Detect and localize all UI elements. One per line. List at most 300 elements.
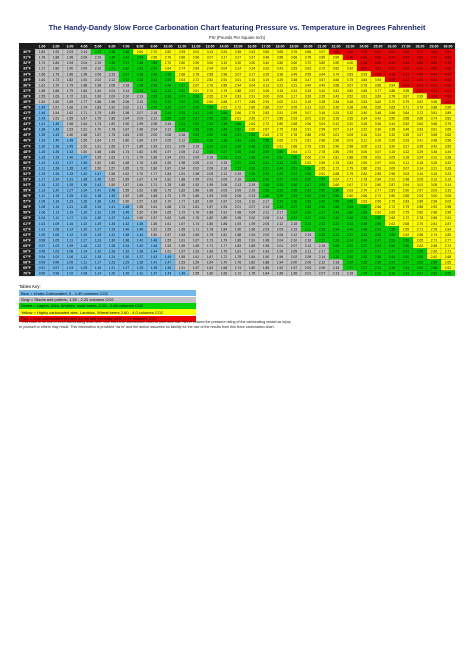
volume-cell-value: 1.40	[136, 243, 144, 248]
volume-cell-value: 1.58	[38, 88, 46, 93]
volume-cell-value: 1.33	[38, 138, 46, 143]
volume-cell-value: 1.76	[94, 116, 102, 121]
volume-cell-value: 1.90	[150, 149, 158, 154]
volume-cell-value: 1.43	[164, 271, 172, 276]
volume-cell-value: 1.45	[66, 144, 74, 149]
volume-cell-value: 3.02	[192, 50, 200, 55]
volume-cell-value: 2.06	[220, 183, 228, 188]
volume-cell-value: 2.16	[206, 155, 214, 160]
volume-cell-value: 1.87	[206, 205, 214, 210]
volume-cell-value: 1.67	[206, 254, 214, 259]
temp-row-label: 33°F	[23, 66, 31, 71]
volume-cell-value: 1.23	[94, 238, 102, 243]
volume-cell-value: 1.11	[80, 260, 88, 265]
volume-cell-value: 2.96	[332, 138, 340, 143]
volume-cell-value: 3.10	[220, 61, 228, 66]
volume-cell-value: 2.88	[234, 88, 242, 93]
volume-cell-value: 2.12	[276, 221, 284, 226]
volume-cell-value: 2.83	[290, 127, 298, 132]
volume-cell-value: 1.50	[122, 199, 130, 204]
volume-cell-value: 2.15	[136, 99, 144, 104]
volume-cell-value: 1.37	[66, 160, 74, 165]
volume-cell-value: 2.52	[178, 88, 186, 93]
volume-cell-value: 2.07	[136, 111, 144, 116]
volume-cell-value: 2.47	[178, 94, 186, 99]
volume-cell-value: 3.61	[360, 94, 368, 99]
volume-cell-value: 3.23	[444, 171, 452, 176]
volume-cell-value: 1.77	[80, 99, 88, 104]
volume-cell-value: 2.17	[262, 199, 270, 204]
volume-cell-value: 1.46	[52, 127, 60, 132]
volume-cell-value: 3.74	[332, 72, 340, 77]
volume-cell-value: 3.16	[402, 155, 410, 160]
volume-cell-value: 3.07	[206, 55, 214, 60]
volume-cell-value: 2.36	[206, 127, 214, 132]
volume-cell-value: 1.20	[52, 188, 60, 193]
volume-cell-value: 1.65	[122, 166, 130, 171]
volume-cell-value: 3.82	[444, 116, 452, 121]
volume-cell-value: 2.09	[80, 55, 88, 60]
volume-cell-value: 1.50	[66, 133, 74, 138]
volume-cell-value: 1.03	[38, 221, 46, 226]
volume-cell-value: 2.16	[234, 177, 242, 182]
temp-row-label: 35°F	[23, 77, 31, 82]
volume-cell-value: 1.20	[94, 249, 102, 254]
volume-cell-value: 3.02	[276, 99, 284, 104]
volume-cell-value: 1.61	[38, 83, 46, 88]
volume-cell-value: 3.52	[346, 94, 354, 99]
volume-cell-value: 1.71	[122, 155, 130, 160]
volume-cell-value: 3.76	[444, 122, 452, 127]
volume-cell-value: 1.11	[38, 194, 46, 199]
volume-cell-value: 1.24	[52, 177, 60, 182]
volume-cell-value: 1.12	[80, 254, 88, 259]
volume-cell-value: 4.31	[402, 66, 410, 71]
volume-cell-value: 2.40	[346, 227, 354, 232]
temp-row-label: 41°F	[23, 111, 31, 116]
volume-cell-value: 2.40	[360, 238, 368, 243]
psi-header-label: 3.00	[66, 44, 74, 49]
volume-cell-value: 3.31	[430, 155, 438, 160]
volume-cell-value: 2.36	[290, 188, 298, 193]
psi-header-label: 19.00	[289, 44, 299, 49]
volume-cell-value: 1.63	[178, 232, 186, 237]
volume-cell-value: 1.92	[136, 133, 144, 138]
volume-cell-value: 1.83	[192, 199, 200, 204]
volume-cell-value: 1.28	[108, 243, 116, 248]
volume-cell-value: 1.91	[248, 238, 256, 243]
volume-cell-value: 3.54	[262, 50, 270, 55]
volume-cell-value: 3.68	[360, 88, 368, 93]
temp-row-label: 37°F	[23, 88, 31, 93]
volume-cell-value: 2.09	[276, 227, 284, 232]
volume-cell-value: 2.97	[416, 188, 424, 193]
volume-cell-value: 1.40	[80, 171, 88, 176]
volume-cell-value: 2.42	[248, 149, 256, 154]
volume-cell-value: 2.61	[234, 116, 242, 121]
psi-header-label: 1.00	[38, 44, 46, 49]
volume-cell-value: 2.64	[248, 122, 256, 127]
volume-cell-value: 2.41	[388, 260, 396, 265]
volume-cell-value: 1.69	[206, 249, 214, 254]
volume-cell-value: 3.10	[318, 116, 326, 121]
volume-cell-value: 1.61	[178, 238, 186, 243]
volume-cell-value: 2.43	[234, 138, 242, 143]
volume-cell-value: 2.25	[332, 243, 340, 248]
volume-cell-value: 1.48	[136, 221, 144, 226]
volume-cell-value: 1.57	[178, 249, 186, 254]
volume-cell-value: 1.50	[108, 183, 116, 188]
volume-cell-value: 2.72	[192, 77, 200, 82]
volume-cell-value: 2.08	[108, 83, 116, 88]
volume-cell-value: 2.81	[430, 221, 438, 226]
volume-cell-value: 3.99	[332, 55, 340, 60]
volume-cell-value: 3.11	[360, 138, 368, 143]
psi-header-label: 25.00	[373, 44, 383, 49]
volume-cell-value: 2.70	[360, 188, 368, 193]
volume-cell-value: 2.63	[346, 188, 354, 193]
volume-cell-value: 4.30	[416, 72, 424, 77]
volume-cell-value: 2.70	[206, 88, 214, 93]
volume-cell-value: 2.79	[402, 205, 410, 210]
volume-cell-value: 1.98	[94, 83, 102, 88]
volume-cell-value: 1.41	[150, 260, 158, 265]
volume-cell-value: 1.02	[66, 271, 74, 276]
volume-cell-value: 2.87	[444, 221, 452, 226]
volume-cell-value: 1.94	[122, 116, 130, 121]
temp-row-label: 45°F	[23, 133, 31, 138]
temp-row-label: 51°F	[23, 166, 31, 171]
volume-cell-value: 2.43	[150, 77, 158, 82]
temp-row-label: 67°F	[23, 254, 31, 259]
volume-cell-value: 2.40	[318, 205, 326, 210]
volume-cell-value: 2.30	[262, 177, 270, 182]
volume-cell-value: 2.68	[332, 171, 340, 176]
volume-cell-value: 2.68	[220, 99, 228, 104]
volume-cell-value: 3.03	[430, 188, 438, 193]
volume-cell-value: 2.18	[346, 271, 354, 276]
volume-cell-value: 3.35	[234, 50, 242, 55]
volume-cell-value: 1.38	[94, 194, 102, 199]
volume-cell-value: 1.62	[206, 266, 214, 271]
volume-cell-value: 4.08	[332, 50, 340, 55]
volume-cell-value: 2.51	[290, 166, 298, 171]
volume-cell-value: 2.64	[332, 177, 340, 182]
volume-cell-value: 2.83	[402, 199, 410, 204]
volume-cell-value: 1.99	[206, 183, 214, 188]
volume-cell-value: 2.24	[346, 260, 354, 265]
volume-cell-value: 1.59	[136, 194, 144, 199]
volume-cell-value: 2.65	[276, 138, 284, 143]
volume-cell-value: 1.72	[108, 138, 116, 143]
volume-cell-value: 3.10	[416, 171, 424, 176]
volume-cell-value: 1.50	[136, 216, 144, 221]
volume-cell-value: 2.80	[178, 61, 186, 66]
volume-cell-value: 2.30	[304, 210, 312, 215]
volume-cell-value: 3.22	[402, 149, 410, 154]
volume-cell-value: 1.42	[136, 238, 144, 243]
volume-cell-value: 1.65	[178, 227, 186, 232]
volume-cell-value: 3.40	[360, 111, 368, 116]
volume-cell-value: 2.58	[262, 138, 270, 143]
volume-cell-value: 2.88	[318, 138, 326, 143]
temp-row-label: 53°F	[23, 177, 31, 182]
volume-cell-value: 1.66	[150, 194, 158, 199]
volume-cell-value: 3.16	[360, 133, 368, 138]
volume-cell-value: 1.97	[290, 266, 298, 271]
psi-header-label: 26.00	[387, 44, 397, 49]
volume-cell-value: 2.13	[332, 271, 340, 276]
volume-cell-value: 2.74	[360, 183, 368, 188]
volume-cell-value: 1.76	[192, 216, 200, 221]
volume-cell-value: 1.00	[38, 232, 46, 237]
volume-cell-value: 3.38	[388, 127, 396, 132]
psi-header-label: 10.00	[163, 44, 173, 49]
volume-cell-value: 2.14	[318, 254, 326, 259]
volume-cell-value: 3.29	[416, 149, 424, 154]
volume-cell-value: 3.75	[346, 77, 354, 82]
volume-cell-value: 1.38	[80, 177, 88, 182]
volume-cell-value: 3.01	[304, 116, 312, 121]
volume-cell-value: 2.12	[206, 160, 214, 165]
volume-cell-value: 3.00	[388, 166, 396, 171]
volume-cell-value: 3.03	[402, 171, 410, 176]
volume-cell-value: 1.35	[38, 133, 46, 138]
volume-cell-value: 1.75	[220, 249, 228, 254]
volume-cell-value: 2.88	[206, 72, 214, 77]
volume-cell-value: 2.40	[304, 194, 312, 199]
volume-cell-value: 1.81	[220, 232, 228, 237]
volume-cell-value: 1.78	[108, 127, 116, 132]
volume-cell-value: 2.25	[318, 232, 326, 237]
volume-cell-value: 2.02	[192, 166, 200, 171]
volume-cell-value: 2.20	[164, 116, 172, 121]
volume-cell-value: 2.69	[388, 210, 396, 215]
volume-cell-value: 1.71	[150, 183, 158, 188]
volume-cell-value: 2.78	[192, 72, 200, 77]
volume-cell-value: 3.46	[360, 105, 368, 110]
volume-cell-value: 2.30	[276, 188, 284, 193]
volume-cell-value: 2.01	[234, 205, 242, 210]
volume-cell-value: 1.90	[94, 94, 102, 99]
volume-cell-value: 4.40	[402, 61, 410, 66]
volume-cell-value: 1.52	[136, 210, 144, 215]
volume-cell-value: 2.03	[136, 116, 144, 121]
volume-cell-value: 2.24	[304, 221, 312, 226]
volume-cell-value: 2.03	[304, 266, 312, 271]
volume-cell-value: 4.02	[374, 72, 382, 77]
volume-cell-value: 2.12	[108, 77, 116, 82]
volume-cell-value: 3.27	[234, 55, 242, 60]
volume-cell-value: 1.44	[150, 249, 158, 254]
volume-cell-value: 4.31	[430, 77, 438, 82]
volume-cell-value: 3.00	[360, 149, 368, 154]
volume-cell-value: 2.45	[262, 155, 270, 160]
volume-cell-value: 1.27	[94, 227, 102, 232]
volume-cell-value: 1.52	[38, 99, 46, 104]
volume-cell-value: 1.96	[136, 127, 144, 132]
volume-cell-value: 2.34	[318, 216, 326, 221]
volume-cell-value: 2.85	[220, 83, 228, 88]
volume-cell-value: 2.08	[304, 254, 312, 259]
volume-cell-value: 2.98	[220, 72, 228, 77]
volume-cell-value: 2.31	[332, 232, 340, 237]
volume-cell-value: 1.14	[66, 227, 74, 232]
volume-cell-value: 1.92	[52, 50, 60, 55]
volume-cell-value: 3.93	[360, 72, 368, 77]
volume-cell-value: 3.14	[346, 127, 354, 132]
volume-cell-value: 1.94	[178, 166, 186, 171]
volume-cell-value: 4.12	[402, 77, 410, 82]
volume-cell-value: 4.49	[444, 72, 452, 77]
volume-cell-value: 2.95	[360, 155, 368, 160]
volume-cell-value: 1.77	[150, 171, 158, 176]
volume-cell-value: 2.24	[136, 88, 144, 93]
volume-cell-value: 3.53	[360, 99, 368, 104]
volume-cell-value: 3.00	[430, 194, 438, 199]
disclaimer-line-1: * This chart is for use in force carbonating draft beer. Use this force carbonation chart at your own risk. Never exceed the pressure rating of the carbonating vessel as injury	[19, 320, 291, 324]
temp-row-label: 47°F	[23, 144, 31, 149]
volume-cell-value: 3.30	[374, 127, 382, 132]
volume-cell-value: 2.62	[374, 210, 382, 215]
volume-cell-value: 4.62	[402, 50, 410, 55]
volume-cell-value: 1.59	[164, 227, 172, 232]
volume-cell-value: 3.95	[416, 94, 424, 99]
volume-cell-value: 2.26	[346, 254, 354, 259]
volume-cell-value: 1.67	[136, 177, 144, 182]
volume-cell-value: 1.68	[164, 205, 172, 210]
volume-cell-value: 2.18	[122, 83, 130, 88]
volume-cell-value: 2.28	[332, 238, 340, 243]
volume-cell-value: 3.66	[416, 116, 424, 121]
header-corner	[19, 43, 35, 49]
volume-cell-value: 3.50	[388, 116, 396, 121]
volume-cell-value: 2.33	[262, 171, 270, 176]
volume-cell-value: 2.20	[276, 205, 284, 210]
volume-cell-value: 1.11	[66, 238, 74, 243]
volume-cell-value: 2.53	[360, 216, 368, 221]
volume-cell-value: 3.22	[318, 105, 326, 110]
volume-cell-value: 1.55	[122, 188, 130, 193]
volume-cell-value: 2.86	[178, 55, 186, 60]
volume-cell-value: 3.32	[444, 160, 452, 165]
volume-cell-value: 1.81	[164, 177, 172, 182]
volume-cell-value: 2.90	[332, 144, 340, 149]
volume-cell-value: 1.32	[80, 194, 88, 199]
volume-cell-value: 3.34	[360, 116, 368, 121]
volume-cell-value: 2.43	[304, 188, 312, 193]
volume-cell-value: 1.02	[52, 249, 60, 254]
volume-cell-value: 2.83	[318, 144, 326, 149]
psi-header-label: 28.00	[415, 44, 425, 49]
volume-cell-value: 1.49	[38, 105, 46, 110]
volume-cell-value: 1.57	[164, 232, 172, 237]
volume-cell-value: 1.21	[38, 166, 46, 171]
volume-cell-value: 1.84	[52, 61, 60, 66]
volume-cell-value: 3.97	[318, 50, 326, 55]
volume-cell-value: 1.72	[178, 210, 186, 215]
volume-cell-value: 1.67	[192, 238, 200, 243]
volume-cell-value: 2.15	[94, 61, 102, 66]
volume-cell-value: 1.86	[66, 72, 74, 77]
volume-cell-value: 1.37	[136, 254, 144, 259]
volume-cell-value: 4.50	[430, 66, 438, 71]
volume-cell-value: 1.06	[66, 254, 74, 259]
volume-cell-value: 1.91	[178, 171, 186, 176]
volume-cell-value: 1.24	[80, 216, 88, 221]
volume-cell-value: 3.01	[416, 183, 424, 188]
volume-cell-value: 0.97	[52, 266, 60, 271]
volume-cell-value: 2.16	[304, 238, 312, 243]
volume-cell-value: 3.65	[276, 50, 284, 55]
volume-cell-value: 3.24	[220, 50, 228, 55]
volume-cell-value: 2.23	[332, 249, 340, 254]
volume-cell-value: 2.93	[416, 194, 424, 199]
volume-cell-value: 2.91	[388, 177, 396, 182]
volume-cell-value: 2.18	[332, 260, 340, 265]
volume-cell-value: 1.64	[136, 183, 144, 188]
volume-cell-value: 4.02	[360, 66, 368, 71]
volume-cell-value: 1.17	[80, 238, 88, 243]
temp-row-label: 50°F	[23, 160, 31, 165]
volume-cell-value: 1.71	[192, 227, 200, 232]
volume-cell-value: 2.24	[360, 271, 368, 276]
volume-cell-value: 4.10	[346, 55, 354, 60]
volume-cell-value: 1.78	[234, 254, 242, 259]
volume-cell-value: 2.20	[262, 194, 270, 199]
volume-cell-value: 2.00	[262, 232, 270, 237]
volume-cell-value: 2.59	[388, 227, 396, 232]
volume-cell-value: 1.70	[220, 260, 228, 265]
temp-row-label: 64°F	[23, 238, 31, 243]
volume-cell-value: 2.47	[416, 271, 424, 276]
volume-cell-value: 2.78	[360, 177, 368, 182]
volume-cell-value: 1.62	[136, 188, 144, 193]
volume-cell-value: 1.32	[122, 249, 130, 254]
volume-cell-value: 3.27	[402, 144, 410, 149]
volume-cell-value: 2.02	[248, 216, 256, 221]
volume-cell-value: 1.98	[262, 238, 270, 243]
volume-cell-value: 2.09	[178, 144, 186, 149]
volume-cell-value: 4.40	[374, 50, 382, 55]
volume-cell-value: 4.18	[346, 50, 354, 55]
volume-cell-value: 1.66	[108, 149, 116, 154]
volume-cell-value: 3.47	[416, 133, 424, 138]
volume-cell-value: 2.32	[360, 254, 368, 259]
volume-cell-value: 2.60	[136, 50, 144, 55]
volume-cell-value: 2.33	[290, 194, 298, 199]
volume-cell-value: 2.43	[164, 88, 172, 93]
volume-cell-value: 2.77	[234, 99, 242, 104]
volume-cell-value: 2.90	[192, 61, 200, 66]
volume-cell-value: 2.52	[234, 127, 242, 132]
volume-cell-value: 4.21	[444, 88, 452, 93]
volume-cell-value: 1.74	[80, 105, 88, 110]
volume-cell-value: 2.65	[150, 55, 158, 60]
volume-cell-value: 2.09	[220, 177, 228, 182]
volume-cell-value: 2.23	[234, 166, 242, 171]
volume-cell-value: 1.27	[66, 188, 74, 193]
volume-cell-value: 3.06	[262, 88, 270, 93]
volume-cell-value: 3.24	[248, 66, 256, 71]
volume-cell-value: 4.03	[388, 77, 396, 82]
volume-cell-value: 1.83	[234, 243, 242, 248]
volume-cell-value: 2.34	[346, 238, 354, 243]
volume-cell-value: 2.12	[164, 127, 172, 132]
volume-cell-value: 2.53	[164, 77, 172, 82]
volume-cell-value: 3.94	[374, 77, 382, 82]
volume-cell-value: 3.38	[444, 155, 452, 160]
